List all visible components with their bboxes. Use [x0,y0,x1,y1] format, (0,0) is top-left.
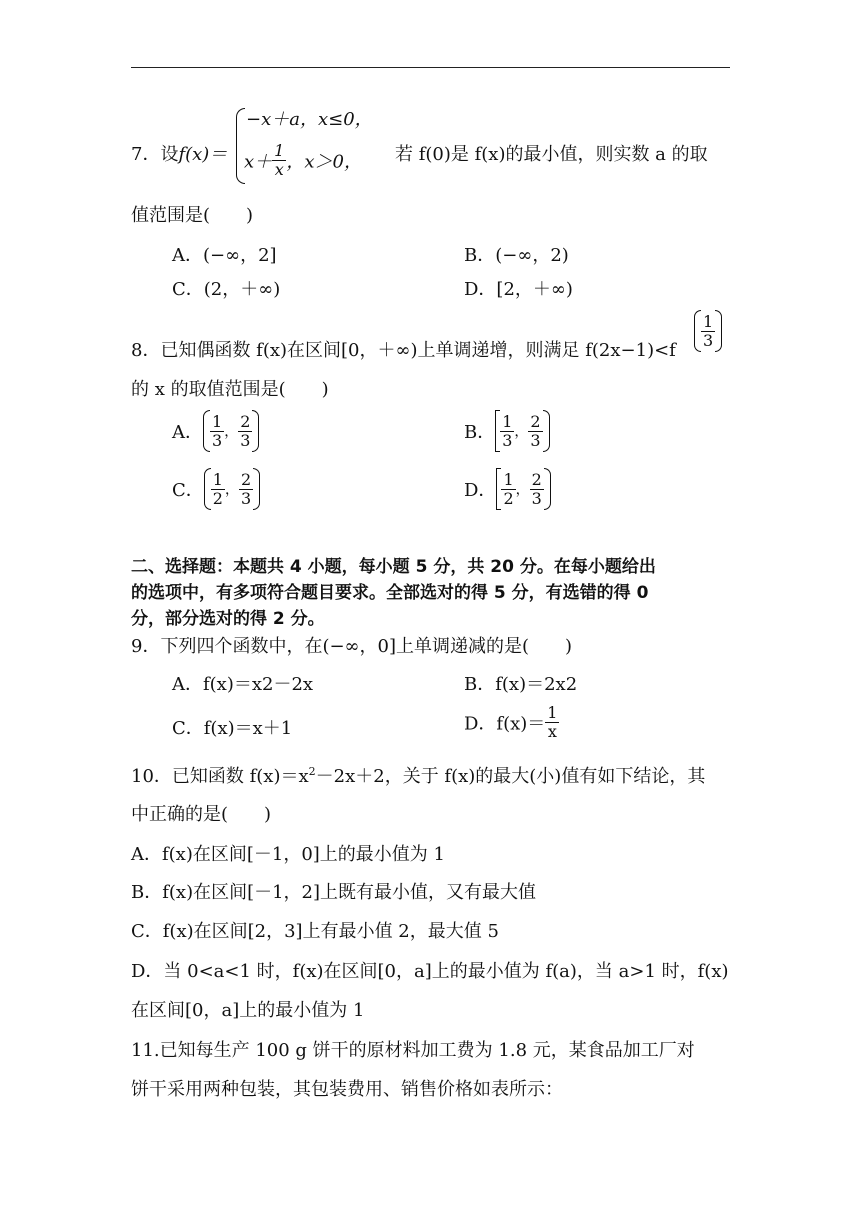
q10-stem-line-1: 10．已知函数 $f(x)=x^2-2x+2$，关于 f(x)的最大(小)值有如下结论，其 [131,765,706,787]
q9-option-d: D．f(x)＝ $\frac{1}{x}$ [464,703,558,741]
section-2-heading-line-3: 分，部分选对的得 2 分。 [131,609,325,629]
q11-stem-line-2: 饼干采用两种包装，其包装费用、销售价格如表所示： [131,1079,563,1100]
q7-number: 7．设f(x)＝ [131,144,228,165]
q7-option-a: A．(−∞，2] [172,245,277,266]
q8-option-c: C． $\frac{1}{2}$ ， $\frac{2}{3}$ [172,468,260,510]
q7-stem-continued: 值范围是( ) [131,205,254,226]
q7-option-c: C．(2，＋∞) [172,279,281,300]
q9-stem: 9．下列四个函数中，在(−∞，0]上单调递减的是( ) [131,636,573,657]
q8-stem-line-2: 的 x 的取值范围是( ) [131,379,329,400]
q9-option-c: C．f(x)＝x＋1 [172,718,293,739]
q7-option-b: B．(−∞，2) [464,245,569,266]
q10-stem-line-2: 中正确的是( ) [131,804,272,825]
q11-stem-line-1: 11.已知每生产 100 g 饼干的原材料加工费为 1.8 元，某食品加工厂对 [131,1040,695,1061]
q8-option-b: B． $\frac{1}{3}$ ， $\frac{2}{3}$ [464,410,550,452]
q8-option-a: A． $\frac{1}{3}$ ， $\frac{2}{3}$ [172,410,259,452]
q10-option-c: C．f(x)在区间[2，3]上有最小值 2，最大值 5 [131,921,499,942]
q10-option-a: A．f(x)在区间[－1，0]上的最小值为 1 [131,844,445,865]
q7-case-2: x＋ $\frac{1}{x}$ ，x＞0， [244,141,362,179]
section-2-heading-line-2: 的选项中，有多项符合题目要求。全部选对的得 5 分，有选错的得 0 [131,583,649,603]
section-2-heading-line-1: 二、选择题：本题共 4 小题，每小题 5 分，共 20 分。在每小题给出 [131,557,656,577]
q10-option-d-line-1: D．当 0<a<1 时，f(x)在区间[0，a]上的最小值为 f(a)，当 a>1 时，f(x) [131,961,729,982]
q7-case-1: −x＋a，x≤0， [246,109,373,130]
q8-option-d: D． $\frac{1}{2}$ ， $\frac{2}{3}$ [464,468,551,510]
q9-option-a: A．f(x)＝x2－2x [172,674,314,695]
q10-option-d-line-2: 在区间[0，a]上的最小值为 1 [131,1000,365,1021]
q10-option-b: B．f(x)在区间[－1，2]上既有最小值，又有最大值 [131,882,537,903]
q8-fraction-one-third: $\frac{1}{3}$ [694,310,722,352]
q9-option-b: B．f(x)＝2x2 [464,674,578,695]
header-rule [131,67,730,68]
q7-condition: 若 f(0)是 f(x)的最小值，则实数 a 的取 [395,144,708,165]
q8-stem-line-1: 8．已知偶函数 f(x)在区间[0，＋∞)上单调递增，则满足 f(2x−1)<f [131,340,676,361]
q7-option-d: D．[2，＋∞) [464,279,573,300]
